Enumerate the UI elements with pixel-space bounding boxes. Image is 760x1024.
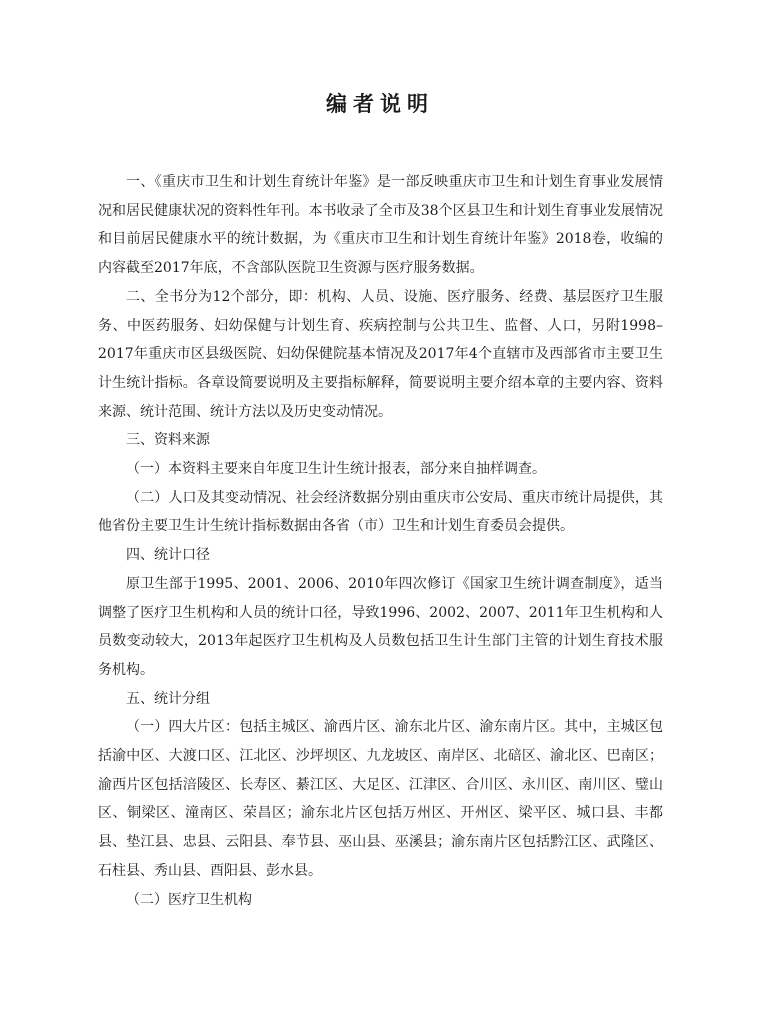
paragraph-1-overview: 一、《重庆市卫生和计划生育统计年鉴》是一部反映重庆市卫生和计划生育事业发展情况和居民健康状况的资料性年刊。本书收录了全市及38个区县卫生和计划生育事业发展情况和目前居民健康水平的统计数据，为《重庆市卫生和计划生育统计年鉴》2018卷，收编的内容截至2017年底，不含部队医院卫生资源与医疗服务数据。 [98, 174, 663, 277]
document-body [98, 168, 663, 914]
section-heading-data-sources: 三、资料来源 [126, 432, 210, 449]
paragraph-grouping-regions: （一）四大片区：包括主城区、渝西片区、渝东北片区、渝东南片区。其中，主城区包括渝中区、大渡口区、江北区、沙坪坝区、九龙坡区、南岸区、北碚区、渝北区、巴南区；渝西片区包括涪陵区、长寿区、綦江区、大足区、江津区、合川区、永川区、南川区、璧山区、铜梁区、潼南区、荣昌区；渝东北片区包括万州区、开州区、梁平区、城口县、丰都县、垫江县、忠县、云阳县、奉节县、巫山县、巫溪县；渝东南片区包括黔江区、武隆区、石柱县、秀山县、酉阳县、彭水县。 [98, 719, 663, 879]
page-title: 编者说明 [326, 91, 434, 116]
section-heading-statistical-scope: 四、统计口径 [126, 547, 210, 564]
paragraph-statistical-scope: 原卫生部于1995、2001、2006、2010年四次修订《国家卫生统计调查制度》，适当调整了医疗卫生机构和人员的统计口径，导致1996、2002、2007、2011年卫生机构和人员数变动较大，2013年起医疗卫生机构及人员数包括卫生计生部门主管的计划生育技术服务机构。 [98, 575, 663, 678]
section-heading-grouping: 五、统计分组 [126, 690, 210, 707]
paragraph-data-source-2: （二）人口及其变动情况、社会经济数据分别由重庆市公安局、重庆市统计局提供，其他省份主要卫生计生统计指标数据由各省（市）卫生和计划生育委员会提供。 [98, 489, 663, 535]
paragraph-data-source-1: （一）本资料主要来自年度卫生计生统计报表，部分来自抽样调查。 [126, 461, 546, 478]
paragraph-2-structure: 二、全书分为12个部分，即：机构、人员、设施、医疗服务、经费、基层医疗卫生服务、中医药服务、妇幼保健与计划生育、疾病控制与公共卫生、监督、人口，另附1998–2017年重庆市区县级医院、妇幼保健院基本情况及2017年4个直辖市及西部省市主要卫生计生统计指标。各章设简要说明及主要指标解释，简要说明主要介绍本章的主要内容、资料来源、统计范围、统计方法以及历史变动情况。 [98, 288, 663, 420]
paragraph-grouping-institutions: （二）医疗卫生机构 [126, 891, 252, 908]
